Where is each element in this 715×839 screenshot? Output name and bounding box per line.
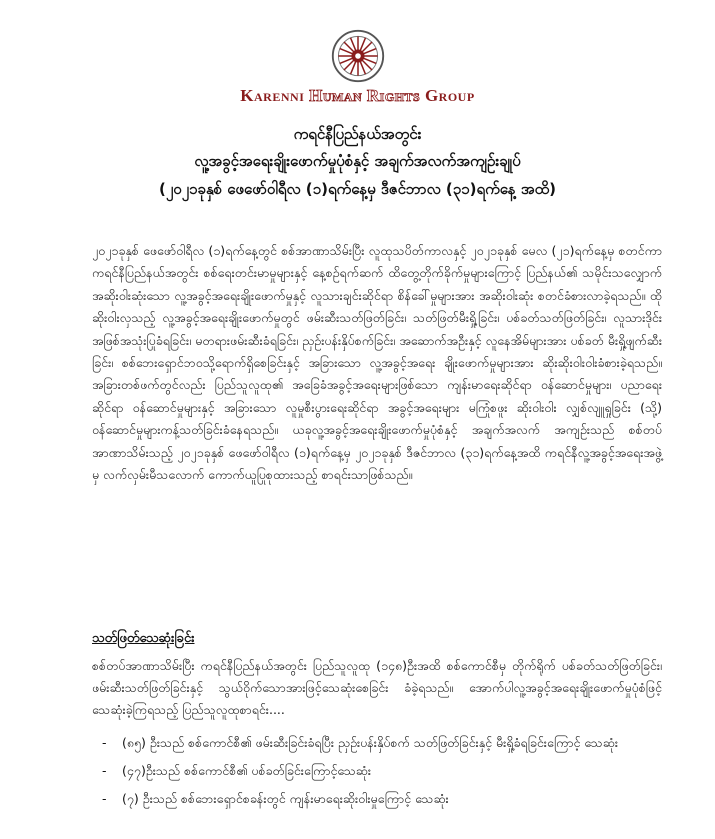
logo-container bbox=[0, 28, 715, 84]
bullet-dash: - bbox=[102, 735, 107, 750]
khrg-seal-logo-icon bbox=[330, 28, 386, 84]
bullet-dash: - bbox=[102, 791, 107, 806]
list-item-text: (၄၇)ဦးသည် စစ်ကောင်စီ၏ ပစ်ခတ်ခြင်းကြောင့်သေဆုံး bbox=[122, 763, 372, 778]
bullet-dash: - bbox=[102, 763, 107, 778]
title-line-3: (၂၀၂၁ခုနှစ် ဖေဖော်ဝါရီလ (၁)ရက်နေ့မှ ဒီဇင်ဘာလ (၃၁)ရက်နေ့ အထိ) bbox=[158, 180, 557, 198]
section-heading: သတ်ဖြတ်သေဆုံးခြင်း bbox=[92, 631, 195, 646]
list-item bbox=[92, 732, 662, 754]
section-intro: စစ်တပ်အာဏာသိမ်းပြီး ကရင်နီပြည်နယ်အတွင်း ပြည်သူလူထု (၁၄၈)ဦးအထိ စစ်ကောင်စီမှ တိုက်ရိုက် ပစ်ခတ်သတ်ဖြတ်ခြင်း၊ ဖမ်းဆီးသတ်ဖြတ်ခြင်းနှင့် သွယ်ဝိုက်သောအားဖြင့်သေဆုံးစေခြင်း ခံခဲ့ရသည်။ အောက်ပါလူ့အခွင့်အရေးချိုးဖောက်မှုပုံစံဖြင့် သေဆုံးခဲ့ကြရသည့် ပြည်သူလူထုစာရင်း.... bbox=[92, 658, 662, 717]
death-list bbox=[92, 732, 662, 816]
title-line-1: ကရင်နီပြည်နယ်အတွင်း bbox=[293, 125, 422, 143]
list-item bbox=[92, 760, 662, 782]
title-line-2: လူ့အခွင့်အရေးချိုးဖောက်မှုပုံစံနှင့် အချက်အလက်အကျဉ်းချုပ် bbox=[194, 152, 521, 170]
org-name-start: Karenni bbox=[240, 86, 310, 105]
org-name-mid: Human Rights bbox=[309, 86, 421, 105]
org-name-end: Group bbox=[420, 86, 475, 105]
org-name bbox=[0, 86, 715, 106]
list-item bbox=[92, 788, 662, 810]
body-paragraph bbox=[92, 240, 662, 486]
list-item-text: (၈၅) ဦးသည် စစ်ကောင်စီ၏ ဖမ်းဆီးခြင်းခံရပြီး ညှဉ်းပန်းနှိပ်စက် သတ်ဖြတ်ခြင်းနှင့် မီးရှို့ခံရခြင်းကြောင့် သေဆုံး bbox=[122, 735, 619, 750]
body-paragraph-text: ၂၀၂၁ခုနှစ် ဖေဖော်ဝါရီလ (၁)ရက်နေ့တွင် စစ်အာဏာသိမ်းပြီး လူထုသပိတ်ကာလနှင့် ၂၀၂၁ခုနှစ် မေလ (၂၁)ရက်နေ့မှ စတင်ကာ ကရင်နီပြည်နယ်အတွင်း စစ်ရေးတင်းမာမှုများနှင့် နေ့စဉ်ရက်ဆက် ထိတွေ့တိုက်ခိုက်မှုများကြောင့် ပြည်နယ်၏ သမိုင်းသလျှောက် အဆိုးဝါးဆုံးသော လူ့အခွင့်အရေးချိုးဖောက်မှုနှင့် လူသားချင်းဆိုင်ရာ စိန်ခေါ်မှုများအား အဆိုးဝါးဆုံး စတင်ခံစားလာခဲ့ရသည်။ ထိုဆိုးဝါးလှသည့် လူ့အခွင့်အရေးချိုးဖောက်မှုတွင် ဖမ်းဆီးသတ်ဖြတ်ခြင်း၊ သတ်ဖြတ်မီးရှို့ခြင်း၊ ပစ်ခတ်သတ်ဖြတ်ခြင်း၊ လူသားဒိုင်းအဖြစ်အသုံးပြုခံရခြင်း၊ မတရားဖမ်းဆီးခံရခြင်း၊ ညှဉ်းပန်းနှိပ်စက်ခြင်း၊ အဆောက်အဦးနှင့် လူနေအိမ်များအား ပစ်ခတ် မီးရှို့ဖျက်ဆီးခြင်း၊ စစ်ဘေးရှောင်ဘဝသို့ရောက်ရှိစေခြင်းနှင့် အခြားသော လူ့အခွင့်အရေး ချိုးဖောက်မှုများအား ဆိုးဆိုးဝါးဝါးခံစားခဲ့ရသည်။ အခြားတစ်ဖက်တွင်လည်း ပြည်သူလူထု၏ အခြေခံအခွင့်အရေးများဖြစ်သော ကျန်းမာရေးဆိုင်ရာ ဝန်ဆောင်မှုများ၊ ပညာရေးဆိုင်ရာ ဝန်ဆောင်မှုများနှင့် အခြားသော လူမှုစီးပွားရေးဆိုင်ရာ အခွင့်အရေးများ မကြုံစဖူး ဆိုးဝါးဝါး လျှစ်လျူရှုခြင်း (သို့) ဝန်ဆောင်မှုများကန့်သတ်ခြင်းခံနေရသည်။ ယခုလူ့အခွင့်အရေးချိုးဖောက်မှုပုံစံနှင့် အချက်အလက် အကျဉ်းသည် စစ်တပ်အာဏာသိမ်းသည့် ၂၀၂၁ခုနှစ် ဖေဖော်ဝါရီလ (၁)ရက်နေ့မှ ၂၀၂၁ခုနှစ် ဒီဇင်ဘာလ (၃၁)ရက်နေ့အထိ ကရင်နီလူ့အခွင့်အရေးအဖွဲ့မှ လက်လှမ်းမီသလောက် ကောက်ယူပြုစုထားသည့် စာရင်းသာဖြစ်သည်။ bbox=[92, 243, 662, 483]
list-item-text: (၇) ဦးသည် စစ်ဘေးရှောင်စခန်းတွင် ကျန်းမာရေးဆိုးဝါးမှုကြောင့် သေဆုံး bbox=[122, 791, 449, 806]
